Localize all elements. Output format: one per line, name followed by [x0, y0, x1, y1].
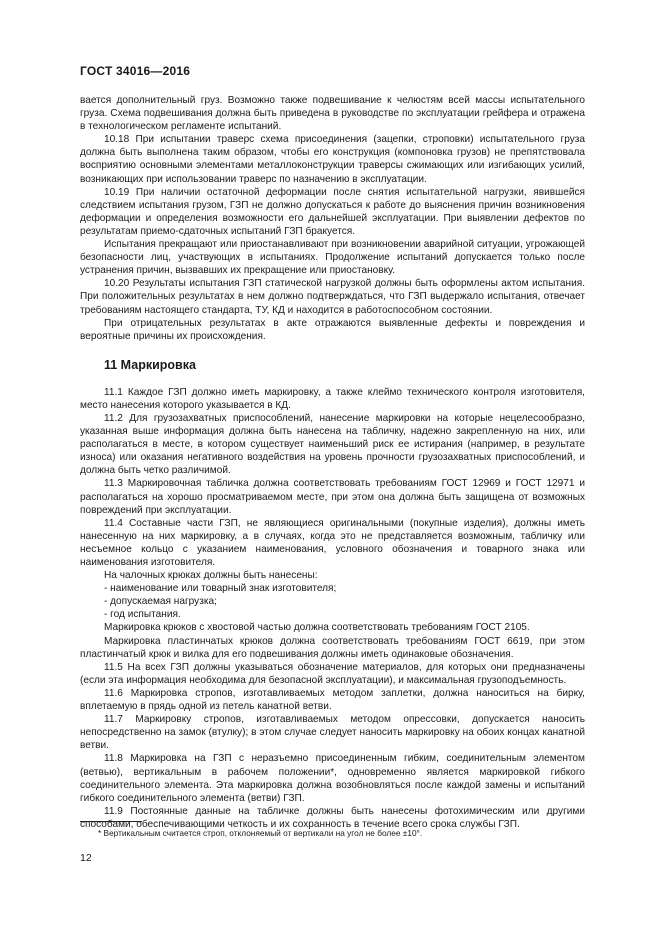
footnote: * Вертикальным считается строп, отклоняемый от вертикали на угол не более ±10°.: [98, 828, 423, 838]
paragraph: Испытания прекращают или приостанавливают при возникновении аварийной ситуации, угрожающей безопасности лиц, участвующих в испытаниях. Продолжение испытаний допускается только после устранения причин, вызвавших их прекращение или приостановку.: [80, 239, 585, 277]
paragraph-11-6: 11.6 Маркировка стропов, изготавливаемых методом заплетки, должна наноситься на бирку, вплетаемую в прядь одной из петель канатной ветви.: [80, 687, 585, 713]
footnote-divider: [80, 821, 142, 822]
paragraph-11-2: 11.2 Для грузозахватных приспособлений, нанесение маркировки на которые нецелесообразно, указанная выше информация должна быть нанесена на табличку, надежно закрепленную на них, или располагаться в месте, в котором существует наименьший риск ее истирания (например, в результате износа) или оказания негативного воздействия на уровень прочности грузозахватных приспособлений, и должна быть четко различимой.: [80, 412, 585, 477]
paragraph-11-8: 11.8 Маркировка на ГЗП с неразъемно присоединенным гибким, соединительным элементом (ветвью), вертикальным в рабочем положении*, одновременно является маркировкой гибкого соединительного элемента. Эта маркировка должна возобновляться после каждой замены и испытаний гибкого соединительного элемента (ветви) ГЗП.: [80, 753, 585, 804]
paragraph-10-19: 10.19 При наличии остаточной деформации после снятия испытательной нагрузки, явившейся следствием испытания грузом, ГЗП не должно допускаться к работе до выяснения причин возникновения деформации и определения возможности его дальнейшей эксплуатации. При выявлении дефектов по результатам приемо-сдаточных испытаний ГЗП бракуется.: [80, 186, 585, 237]
list-item: - год испытания.: [104, 609, 181, 621]
paragraph: При отрицательных результатах в акте отражаются выявленные дефекты и повреждения и вероятные причины их происхождения.: [80, 317, 585, 342]
paragraph-11-1: 11.1 Каждое ГЗП должно иметь маркировку, а также клеймо технического контроля изготовителя, место нанесения которого указывается в КД.: [80, 386, 585, 411]
page-body: [80, 94, 585, 831]
paragraph-11-3: 11.3 Маркировочная табличка должна соответствовать требованиям ГОСТ 12969 и ГОСТ 12971 и располагаться на хорошо просматриваемом месте, при этом она должна быть защищена от возможных повреждений при эксплуатации.: [80, 478, 585, 516]
section-title: 11 Маркировка: [104, 357, 196, 372]
paragraph-11-9: 11.9 Постоянные данные на табличке должны быть нанесены фотохимическим или другими способами, обеспечивающими четкость и их сохранность в течение всего срока службы ГЗП.: [80, 805, 585, 830]
paragraph: На чалочных крюках должны быть нанесены:: [104, 570, 318, 582]
paragraph-10-20: 10.20 Результаты испытания ГЗП статической нагрузкой должны быть оформлены актом испытания. При положительных результатах в нем должно подтверждаться, что ГЗП выдержало испытания, отвечает требованиям настоящего стандарта, ТУ, КД и находится в работоспособном состоянии.: [80, 278, 585, 316]
paragraph: вается дополнительный груз. Возможно также подвешивание к челюстям всей массы испытательного груза. Схема подвешивания должна быть приведена в руководстве по эксплуатации грейфера и отражена в технологическом регламенте испытаний.: [80, 95, 585, 133]
document-header: ГОСТ 34016—2016: [80, 64, 191, 78]
list-item: - наименование или товарный знак изготовителя;: [104, 583, 337, 595]
page-number: 12: [80, 852, 92, 864]
paragraph-11-4: 11.4 Составные части ГЗП, не являющиеся оригинальными (покупные изделия), должны иметь нанесенную на них маркировку, а в случаях, когда это не представляется возможным, табличку или несъемное кольцо с указанием наименования, условного обозначения и товарного знака или наименования изготовителя.: [80, 517, 585, 568]
paragraph-10-18: 10.18 При испытании траверс схема присоединения (зацепки, строповки) испытательного груза должна быть выполнена таким образом, чтобы его конструкция (компоновка грузов) не препятствовала восприятию основными элементами металлоконструкции траверсы сжимающих или изгибающих усилий, возникающих при использовании траверс по назначению в эксплуатации.: [80, 134, 585, 185]
paragraph: Маркировка крюков с хвостовой частью должна соответствовать требованиям ГОСТ 2105.: [104, 622, 530, 634]
paragraph: Маркировка пластинчатых крюков должна соответствовать требованиям ГОСТ 6619, при этом пластинчатый крюк и вилка для его подвешивания должны иметь одинаковые обозначения.: [80, 635, 585, 660]
paragraph-11-5: 11.5 На всех ГЗП должны указываться обозначение материалов, для которых они предназначены (если эта информация необходима для безопасной эксплуатации), и максимальная грузоподъемность.: [80, 661, 585, 686]
list-item: - допускаемая нагрузка;: [104, 596, 217, 608]
paragraph-11-7: 11.7 Маркировку стропов, изготавливаемых методом опрессовки, допускается наносить непосредственно на замок (втулку); в этом случае следует наносить маркировку на обоих концах канатной ветви.: [80, 714, 585, 752]
